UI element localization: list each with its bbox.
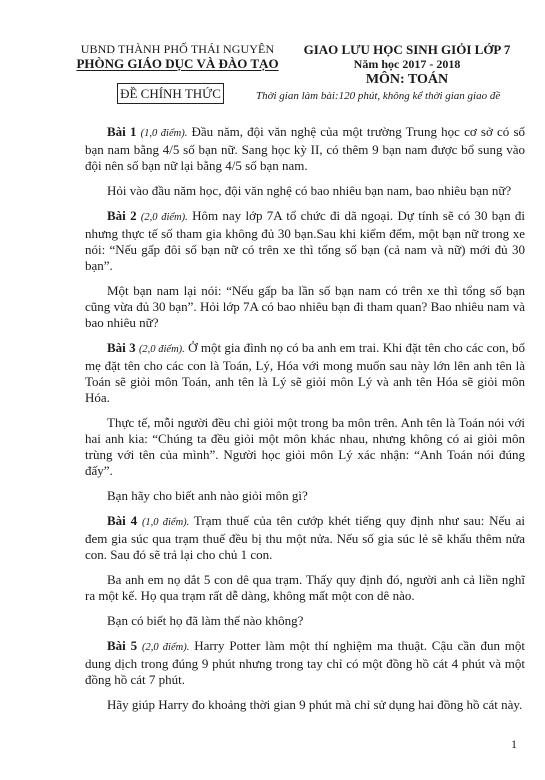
official-label-box: ĐỀ CHÍNH THỨC <box>117 83 224 104</box>
problem-2-question: Một bạn nam lại nói: “Nếu gấp ba lần số bạn nam có trên xe thì tổng số bạn cũng vừa đủ 30 bạn”. Hỏi lớp 7A có bao nhiêu bạn đi tham quan? Bao nhiêu nam và bao nhiêu nữ? <box>85 283 525 330</box>
problem-5-text: Harry Potter làm một thí nghiệm ma thuật. Cậu cần đun một dung dịch trong đúng 9 phút nhưng trong tay chỉ có một đồng hồ cát 4 phút và một đồng hồ cát 7 phút. <box>85 638 526 687</box>
problem-3-detail: Thực tế, mỗi người đều chỉ giỏi một trong ba môn trên. Anh tên là Toán nói với hai anh kia: “Chúng ta đều giỏi một môn khác nhau, nhưng không có ai giỏi môn trùng với tên của mình”. Người học giỏi môn Lý xác nhận: “Anh Toán nói đúng đấy”. <box>85 415 525 478</box>
problem-5-points: (2,0 điểm). <box>141 642 190 653</box>
problem-3-statement <box>85 340 525 406</box>
subject: MÔN: TOÁN <box>365 72 449 87</box>
problem-4-points: (1,0 điểm). <box>141 517 190 528</box>
problem-5-question: Hãy giúp Harry đo khoảng thời gian 9 phút mà chỉ sử dụng hai đồng hồ cát này. <box>107 697 523 712</box>
problem-1-question: Hỏi vào đầu năm học, đội văn nghệ có bao nhiêu bạn nam, bao nhiêu bạn nữ? <box>107 183 512 198</box>
problem-4-question: Bạn có biết họ đã làm thế nào không? <box>107 613 304 628</box>
problem-1-statement <box>85 124 525 174</box>
problem-3-question: Bạn hãy cho biết anh nào giỏi môn gì? <box>107 488 308 503</box>
problem-4-text: Trạm thuế của tên cướp khét tiếng quy định như sau: Nếu ai đem gia súc qua trạm thuế đều bị thu một nửa. Nếu số gia súc lẻ sẽ khấu thêm nửa con. Sau đó sẽ trả lại cho chủ 1 con. <box>85 513 525 562</box>
problem-4-detail: Ba anh em nọ dắt 5 con dê qua trạm. Thấy quy định đó, người anh cả liền nghĩ ra một kế. Họ qua trạm rất dễ dàng, không mất một con dê nào. <box>85 572 525 603</box>
page-number: 1 <box>511 737 517 751</box>
exam-title: GIAO LƯU HỌC SINH GIỎI LỚP 7 <box>303 42 511 57</box>
problem-2-statement <box>85 208 525 274</box>
problem-3-points: (2,0 điểm). <box>138 344 185 355</box>
problem-4-statement <box>85 513 525 563</box>
problem-5-label: Bài 5 <box>107 638 138 653</box>
organization-name: UBND THÀNH PHỐ THÁI NGUYÊN <box>80 42 275 56</box>
header-left <box>70 42 285 72</box>
time-note: Thời gian làm bài:120 phút, không kể thời gian giao đề <box>256 90 501 102</box>
problems-section <box>85 124 525 722</box>
problem-2-label: Bài 2 <box>107 208 137 223</box>
problem-2-text: Hôm nay lớp 7A tổ chức đi dã ngoại. Dự tính sẽ có 30 bạn đi nhưng thực tế số tham gia không đủ 30 bạn.Sau khi kiểm đếm, một bạn nữ trong xe nói: “Nếu gấp đôi số bạn nữ có trên xe thì tổng số bạn (cả nam và nữ) mới đủ 30 bạn”. <box>85 208 525 273</box>
problem-3-text: Ở một gia đình nọ có ba anh em trai. Khi đặt tên cho các con, bố mẹ đặt tên cho các con là Toán, Lý, Hóa với mong muốn sau này lớn lên anh tên là Toán sẽ giỏi môn Toán, anh tên là Lý sẽ giỏi môn Lý và anh tên Hóa sẽ giỏi môn Hóa. <box>85 340 526 405</box>
problem-1-text: Đầu năm, đội văn nghệ của một trường Trung học cơ sở có số bạn nam bằng 4/5 số bạn nữ. Sang học kỳ II, có thêm 9 bạn nam được bổ sung vào đội nên số bạn nữ lại bằng 4/5 số bạn nam. <box>85 124 525 173</box>
school-year: Năm học 2017 - 2018 <box>353 57 461 71</box>
problem-1-points: (1,0 điểm). <box>140 128 188 139</box>
problem-5-statement <box>85 638 525 688</box>
problem-4-label: Bài 4 <box>107 513 138 528</box>
problem-2-points: (2,0 điểm). <box>140 212 188 223</box>
header-right <box>282 42 532 88</box>
department-name: PHÒNG GIÁO DỤC VÀ ĐÀO TẠO <box>76 56 279 71</box>
problem-1-label: Bài 1 <box>107 124 137 139</box>
problem-3-label: Bài 3 <box>107 340 136 355</box>
